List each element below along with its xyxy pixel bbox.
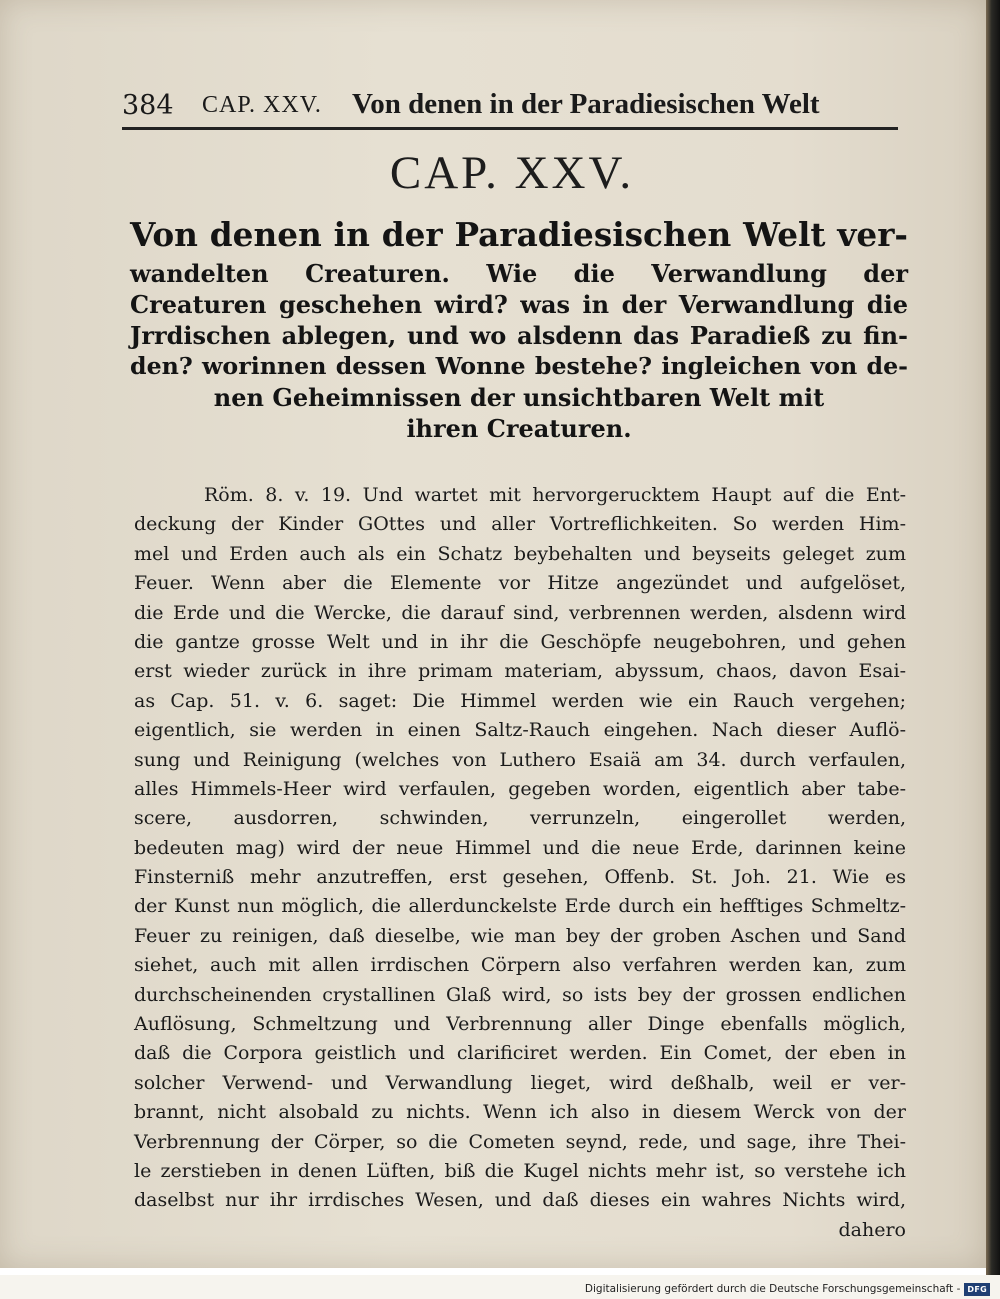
catchword: dahero xyxy=(838,1218,906,1241)
body-line: mel und Erden auch als ein Schatz beybehalten und beyseits geleget zum xyxy=(134,542,906,565)
chapter-title-line: wandelten Creaturen. Wie die Verwandlung der xyxy=(130,259,908,288)
body-line: Auflösung, Schmeltzung und Verbrennung aller Dinge ebenfalls möglich, xyxy=(134,1013,906,1036)
body-line: brannt, nicht alsobald zu nichts. Wenn ich also in diesem Werck von der xyxy=(134,1101,906,1124)
header-rule xyxy=(122,127,898,130)
dfg-logo: DFG xyxy=(964,1283,990,1296)
digitization-footer xyxy=(585,1282,990,1296)
body-line: Feuer. Wenn aber die Elemente vor Hitze angezündet und aufgelöset, xyxy=(134,572,906,595)
running-head-chapter: CAP. XXV. xyxy=(202,92,322,118)
body-line: siehet, auch mit allen irrdischen Cörpern also verfahren werden kan, zum xyxy=(134,954,906,977)
chapter-title-line: ihren Creaturen. xyxy=(406,414,632,443)
body-line: Verbrennung der Cörper, so die Cometen seynd, rede, und sage, ihre Thei- xyxy=(134,1130,906,1153)
body-line: as Cap. 51. v. 6. saget: Die Himmel werden wie ein Rauch vergehen; xyxy=(134,689,906,712)
body-line: Feuer zu reinigen, daß dieselbe, wie man bey der groben Aschen und Sand xyxy=(134,924,906,947)
chapter-title-line: nen Geheimnissen der unsichtbaren Welt mit xyxy=(213,383,825,412)
body-line: eigentlich, sie werden in einen Saltz-Rauch eingehen. Nach dieser Auflö- xyxy=(134,719,906,742)
running-head xyxy=(122,86,902,126)
body-line: die gantze grosse Welt und in ihr die Geschöpfe neugebohren, und gehen xyxy=(134,630,906,653)
body-line: Röm. 8. v. 19. Und wartet mit hervorgerucktem Haupt auf die Ent- xyxy=(204,484,906,506)
body-line: erst wieder zurück in ihre primam materiam, abyssum, chaos, davon Esai- xyxy=(134,660,906,683)
body-line: le zerstieben in denen Lüften, biß die Kugel nichts mehr ist, so verstehe ich xyxy=(134,1159,906,1182)
body-line: solcher Verwend- und Verwandlung lieget, wird deßhalb, weil er ver- xyxy=(134,1071,906,1094)
footer-credit: Digitalisierung gefördert durch die Deutsche Forschungsgemeinschaft - xyxy=(584,1283,961,1295)
body-line: alles Himmels-Heer wird verfaulen, gegeben worden, eigentlich aber tabe- xyxy=(134,777,906,800)
chapter-heading: CAP. XXV. xyxy=(389,147,635,199)
body-line: der Kunst nun möglich, die allerdunckelste Erde durch ein hefftiges Schmeltz- xyxy=(134,895,906,918)
body-line: daß die Corpora geistlich und clarificiret werden. Ein Comet, der eben in xyxy=(134,1042,906,1065)
page-number: 384 xyxy=(122,90,174,121)
chapter-title-line: den? worinnen dessen Wonne bestehe? ingleichen von de- xyxy=(130,352,908,380)
body-line: sung und Reinigung (welches von Luthero Esaiä am 34. durch verfaulen, xyxy=(134,748,906,771)
chapter-title-line: Creaturen geschehen wird? was in der Verwandlung die xyxy=(130,290,908,319)
chapter-title-line: Jrrdischen ablegen, und wo alsdenn das Paradieß zu fin- xyxy=(130,321,908,350)
body-line: die Erde und die Wercke, die darauf sind, verbrennen werden, alsdenn wird xyxy=(134,601,906,624)
body-line: durchscheinenden crystallinen Glaß wird, so ists bey der grossen endlichen xyxy=(134,983,906,1006)
book-spine-edge xyxy=(986,0,1000,1275)
body-line: bedeuten mag) wird der neue Himmel und die neue Erde, darinnen keine xyxy=(134,836,906,859)
body-text xyxy=(134,481,906,1245)
body-line: Finsterniß mehr anzutreffen, erst gesehen, Offenb. St. Joh. 21. Wie es xyxy=(134,866,906,889)
body-line: deckung der Kinder GOttes und aller Vortreflichkeiten. So werden Him- xyxy=(134,513,906,536)
body-line: scere, ausdorren, schwinden, verrunzeln, eingerollet werden, xyxy=(134,807,906,830)
body-line: daselbst nur ihr irrdisches Wesen, und daß dieses ein wahres Nichts wird, xyxy=(134,1189,906,1212)
running-head-title: Von denen in der Paradiesischen Welt xyxy=(352,88,820,120)
chapter-title-line: Von denen in der Paradiesischen Welt ver- xyxy=(130,215,908,254)
chapter-title xyxy=(130,212,908,444)
